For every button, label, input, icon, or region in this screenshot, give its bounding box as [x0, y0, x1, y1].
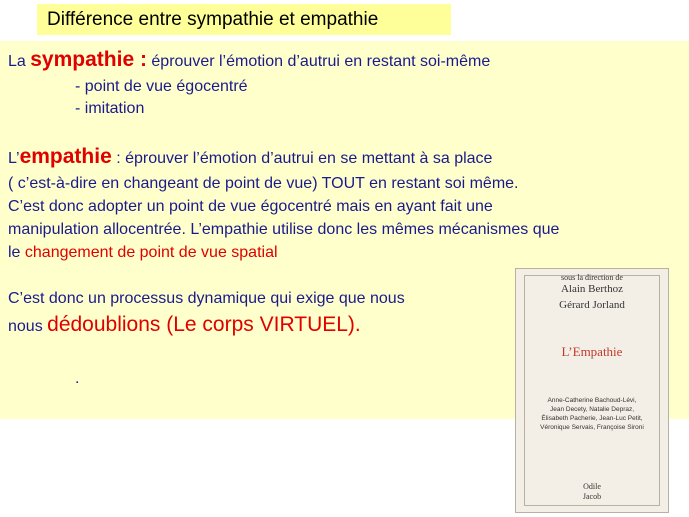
book-authors-2: Jean Decety, Natalie Depraz,	[549, 406, 635, 413]
sympathie-definition	[8, 49, 490, 73]
empathie-term: empathie	[19, 145, 112, 168]
book-direction: sous la direction de	[561, 273, 623, 282]
book-editor-1: Alain Berthoz	[560, 283, 623, 295]
slide-title	[37, 4, 451, 35]
book-publisher-2: Jacob	[582, 492, 602, 501]
slide-title-text: Différence entre sympathie et empathie	[47, 8, 379, 30]
process-line-1: C’est donc un processus dynamique qui exige que nous	[8, 290, 405, 307]
trailing-dot: .	[75, 370, 80, 387]
empathie-definition-text: : éprouver l’émotion d’autrui en se mettant à sa place	[111, 150, 493, 167]
book-publisher-1: Odile	[583, 482, 601, 491]
book-editor-2: Gérard Jorland	[559, 299, 625, 311]
sympathie-prefix: La	[8, 53, 31, 70]
sympathie-point-2: - imitation	[75, 100, 145, 117]
empathie-line-4: manipulation allocentrée. L’empathie utilise donc les mêmes mécanismes que	[8, 221, 560, 238]
empathie-line-5	[8, 242, 278, 264]
spatial-viewpoint-change: changement de point de vue spatial	[24, 244, 278, 261]
sympathie-definition-text: éprouver l’émotion d’autrui en restant soi-même	[146, 53, 491, 70]
process-line-2	[8, 314, 361, 338]
empathie-line-5-prefix: le	[8, 244, 25, 261]
sympathie-point-1: - point de vue égocentré	[75, 78, 248, 95]
book-authors-1: Anne-Catherine Bachoud-Lévi,	[547, 397, 637, 404]
process-line-2-prefix: nous	[8, 318, 48, 335]
empathie-definition	[8, 146, 492, 170]
book-cover	[515, 268, 669, 513]
virtual-body-phrase: dédoublions (Le corps VIRTUEL).	[47, 313, 361, 336]
book-authors-4: Véronique Servais, Françoise Sironi	[540, 424, 644, 431]
empathie-prefix: L’	[8, 150, 20, 167]
empathie-line-3: C’est donc adopter un point de vue égocentré mais en ayant fait une	[8, 198, 493, 215]
sympathie-term: sympathie :	[30, 48, 147, 71]
book-title: L’Empathie	[561, 344, 623, 359]
book-authors-3: Élisabeth Pacherie, Jean-Luc Petit,	[541, 415, 643, 422]
empathie-line-2: ( c’est-à-dire en changeant de point de vue) TOUT en restant soi même.	[8, 175, 519, 192]
